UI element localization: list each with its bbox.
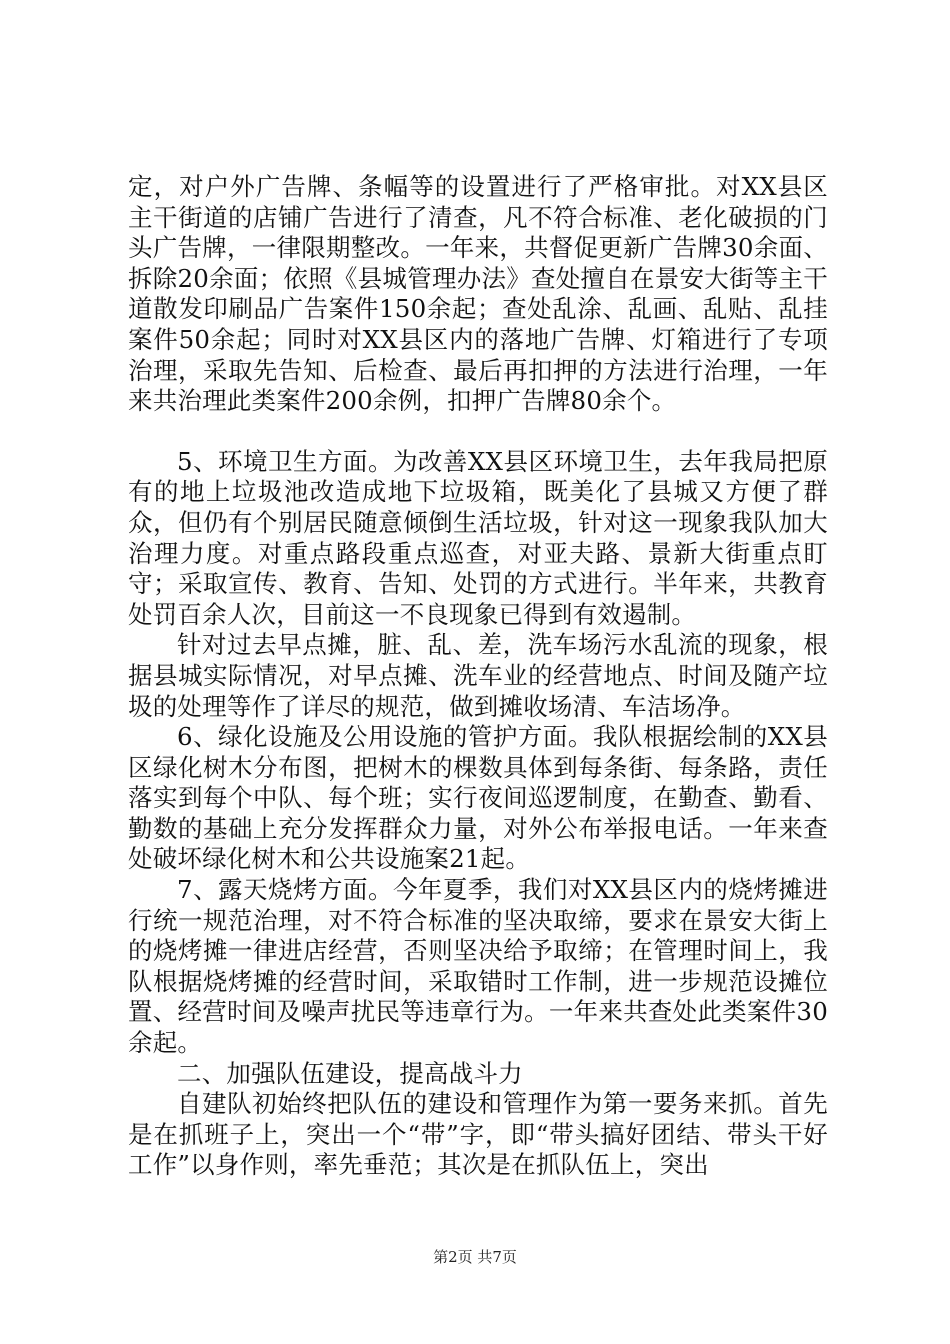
paragraph-team-management: 自建队初始终把队伍的建设和管理作为第一要务来抓。首先是在抓班子上，突出一个“带”字，即“带头搞好团结、带头干好工作”以身作则，率先垂范；其次是在抓队伍上，突出	[128, 1089, 828, 1180]
page-number: 第2页 共7页	[433, 1248, 517, 1266]
paragraph-outdoor-barbecue: 7、露天烧烤方面。今年夏季，我们对XX县区内的烧烤摊进行统一规范治理，对不符合标准的坚决取缔，要求在景安大街上的烧烤摊一律进店经营，否则坚决给予取缔；在管理时间上，我队根据烧烤摊的经营时间，采取错时工作制，进一步规范设摊位置、经营时间及噪声扰民等违章行为。一年来共查处此类案件30余起。	[128, 875, 828, 1058]
paragraph-breakfast-stalls: 针对过去早点摊，脏、乱、差，洗车场污水乱流的现象，根据县城实际情况，对早点摊、洗车业的经营地点、时间及随产垃圾的处理等作了详尽的规范，做到摊收场清、车洁场净。	[128, 630, 828, 721]
paragraph-outdoor-ads: 定，对户外广告牌、条幅等的设置进行了严格审批。对XX县区主干街道的店铺广告进行了清查，凡不符合标准、老化破损的门头广告牌，一律限期整改。一年来，共督促更新广告牌30余面、拆除20余面；依照《县城管理办法》查处擅自在景安大街等主干道散发印刷品广告案件150余起；查处乱涂、乱画、乱贴、乱挂案件50余起；同时对XX县区内的落地广告牌、灯箱进行了专项治理，采取先告知、后检查、最后再扣押的方法进行治理，一年来共治理此类案件200余例，扣押广告牌80余个。	[128, 172, 828, 416]
paragraph-greening-facilities: 6、绿化设施及公用设施的管护方面。我队根据绘制的XX县区绿化树木分布图，把树木的棵数具体到每条街、每条路，责任落实到每个中队、每个班；实行夜间巡逻制度，在勤查、勤看、勤数的基础上充分发挥群众力量，对外公布举报电话。一年来查处破坏绿化树木和公共设施案21起。	[128, 722, 828, 874]
section-heading-team-building: 二、加强队伍建设，提高战斗力	[177, 1058, 523, 1088]
document-body	[128, 172, 828, 1181]
paragraph-environment-sanitation: 5、环境卫生方面。为改善XX县区环境卫生，去年我局把原有的地上垃圾池改造成地下垃圾箱，既美化了县城又方便了群众，但仍有个别居民随意倾倒生活垃圾，针对这一现象我队加大治理力度。对重点路段重点巡查，对亚夫路、景新大街重点盯守；采取宣传、教育、告知、处罚的方式进行。半年来，共教育处罚百余人次，目前这一不良现象已得到有效遏制。	[128, 446, 828, 629]
